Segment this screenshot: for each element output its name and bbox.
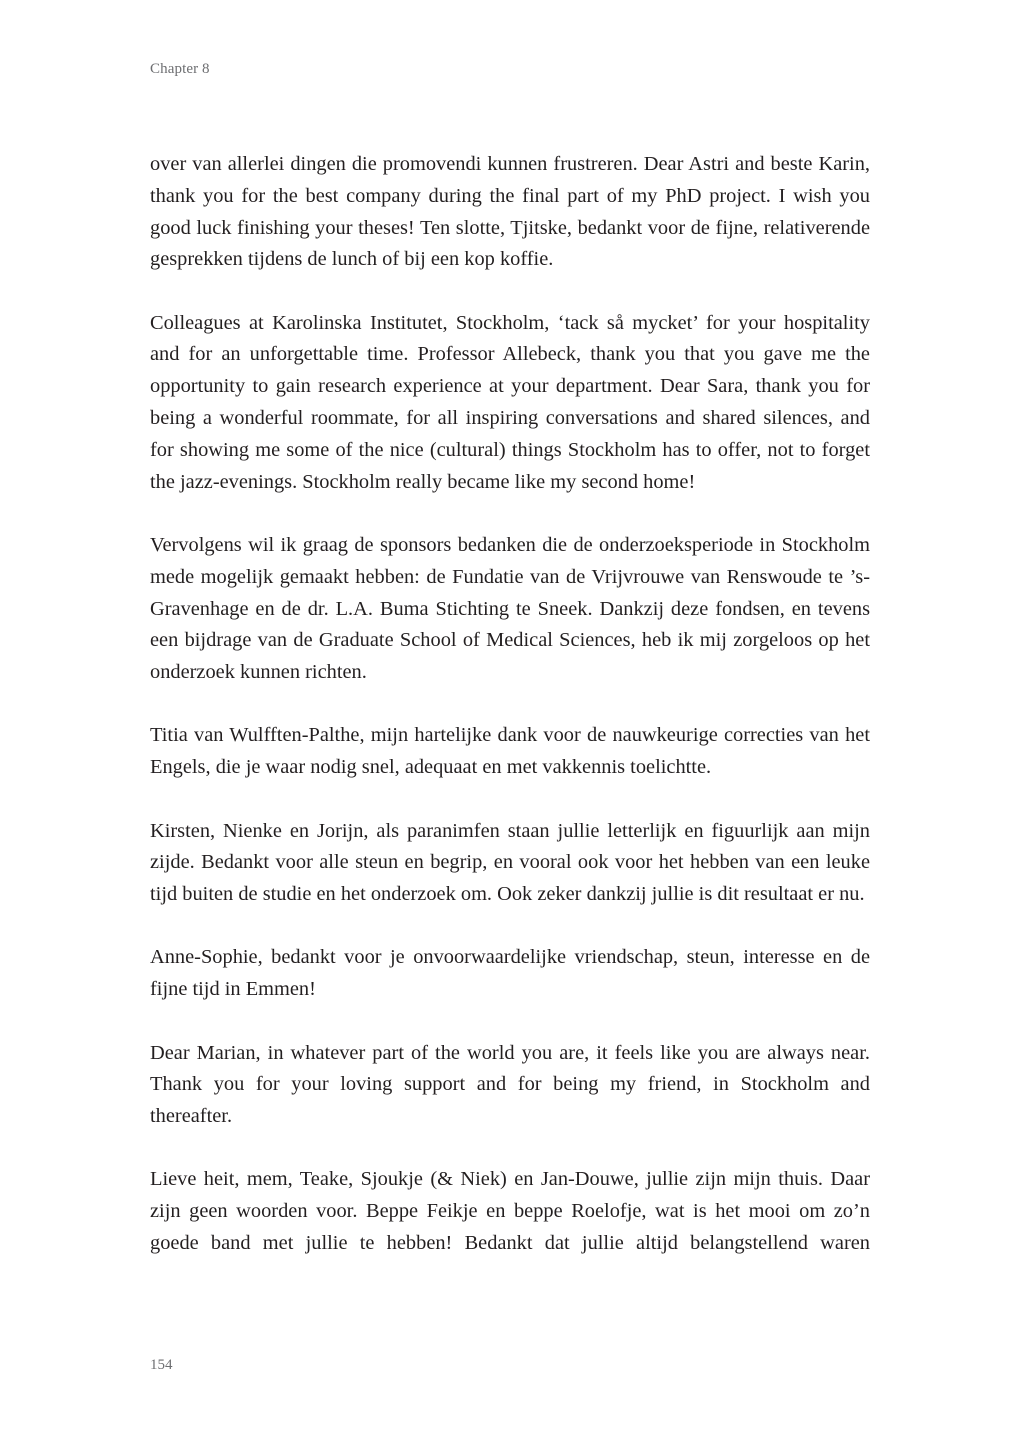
paragraph-friend-marian: Dear Marian, in whatever part of the world you are, it feels like you are always near. Thank you for your loving support and for being my friend, in Stockholm and thereafter. <box>150 1041 870 1128</box>
acknowledgements-body <box>150 149 870 1260</box>
paragraph-family: Lieve heit, mem, Teake, Sjoukje (& Niek) en Jan-Douwe, jullie zijn mijn thuis. Daar zijn geen woorden voor. Beppe Feikje en beppe Roelofje, wat is het mooi om zo’n goede band met jullie te hebben! Bedankt dat jullie altijd belangstellend waren <box>150 1168 870 1255</box>
paragraph-paranymphs: Kirsten, Nienke en Jorijn, als paranimfen staan jullie letterlijk en figuurlijk aan mijn zijde. Bedankt voor alle steun en begrip, en vooral ook voor het hebben van een leuke tijd buiten de studie en het onderzoek om. Ook zeker dankzij jullie is dit resultaat er nu. <box>150 819 870 906</box>
paragraph-english-corrections: Titia van Wulfften-Palthe, mijn hartelijke dank voor de nauwkeurige correcties van het Engels, die je waar nodig snel, adequaat en met vakkennis toelichtte. <box>150 724 870 779</box>
paragraph-colleagues-groningen: over van allerlei dingen die promovendi kunnen frustreren. Dear Astri and beste Karin, thank you for the best company during the final part of my PhD project. I wish you good luck finishing your theses! Ten slotte, Tjitske, bedankt voor de fijne, relativerende gesprekken tijdens de lunch of bij een kop koffie. <box>150 153 870 271</box>
running-header-chapter-title: Chapter 8 <box>150 61 210 77</box>
page-number: 154 <box>150 1357 173 1373</box>
paragraph-karolinska: Colleagues at Karolinska Institutet, Stockholm, ‘tack så mycket’ for your hospitality and for an unforgettable time. Professor Allebeck, thank you that you gave me the opportunity to gain research experience at your department. Dear Sara, thank you for being a wonderful roommate, for all inspiring conversations and shared silences, and for showing me some of the nice (cultural) things Stockholm has to offer, not to forget the jazz-evenings. Stockholm really became like my second home! <box>150 311 870 493</box>
paragraph-friend-anne-sophie: Anne-Sophie, bedankt voor je onvoorwaardelijke vriendschap, steun, interesse en de fijne tijd in Emmen! <box>150 946 870 1001</box>
paragraph-sponsors: Vervolgens wil ik graag de sponsors bedanken die de onderzoeksperiode in Stockholm mede mogelijk gemaakt hebben: de Fundatie van de Vrijvrouwe van Renswoude te ’s-Gravenhage en de dr. L.A. Buma Stichting te Sneek. Dankzij deze fondsen, en tevens een bijdrage van de Graduate School of Medical Sciences, heb ik mij zorgeloos op het onderzoek kunnen richten. <box>150 533 870 684</box>
